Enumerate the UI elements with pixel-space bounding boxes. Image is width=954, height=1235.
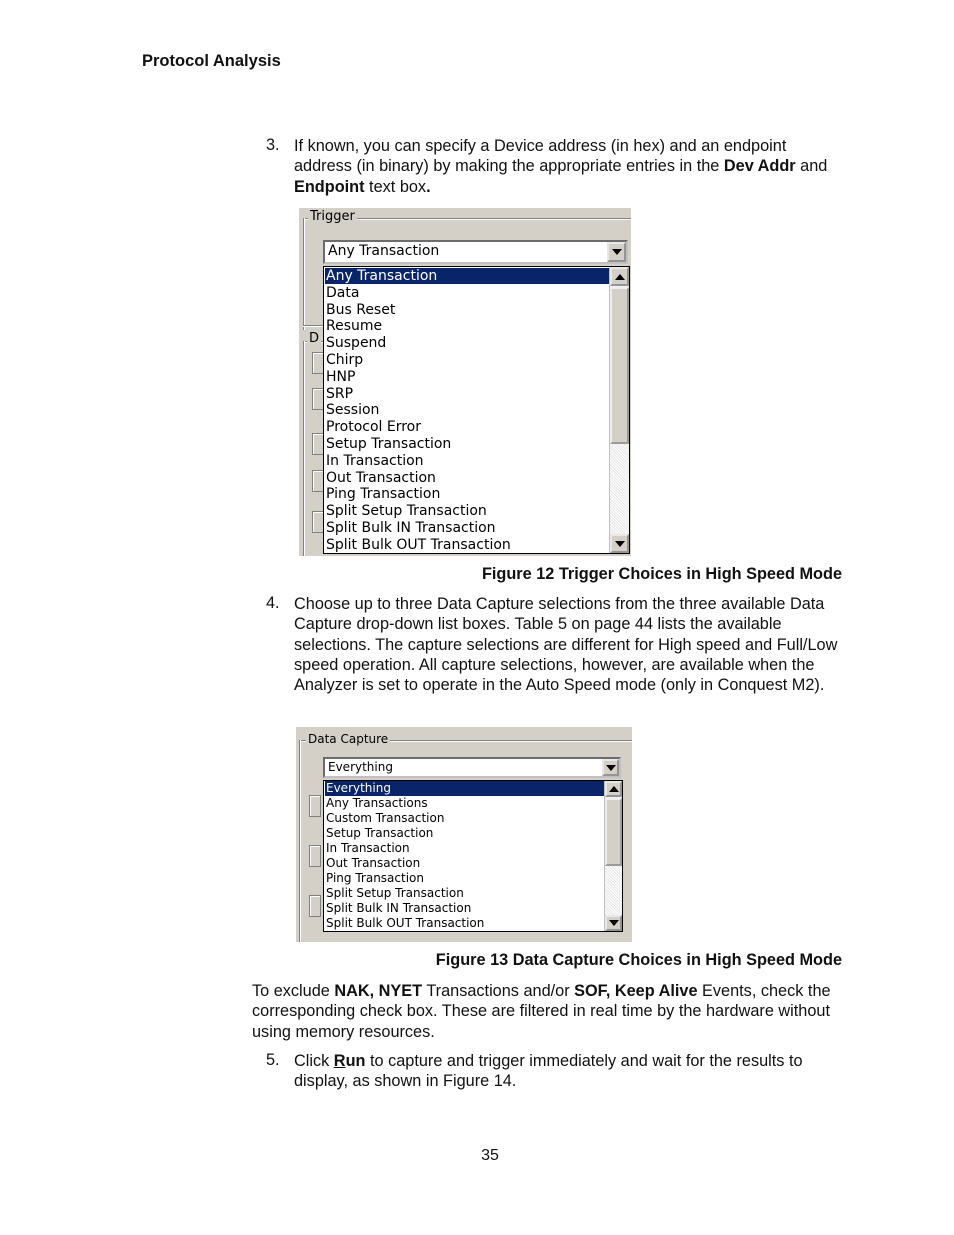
sof-keepalive-term: SOF, Keep Alive	[574, 982, 698, 1000]
data-group-left	[303, 341, 304, 556]
list-item[interactable]: Split Setup Transaction	[326, 886, 464, 900]
run-mnemonic: R	[333, 1052, 346, 1070]
list-item[interactable]: Ping Transaction	[326, 486, 441, 503]
dev-addr-term: Dev Addr	[723, 157, 796, 176]
data-capture-dropdown-list[interactable]	[323, 780, 623, 932]
chevron-up-icon	[609, 786, 619, 792]
step-4-text: Choose up to three Data Capture selections from the three available Data Capture drop-down list boxes. Table 5 on page 44 lists the available selections. The capture selections are different for High speed and Full/Low speed operation. All capture selections, however, are available when the Analyzer is set to operate in the Auto Speed mode (only in Conquest M2).	[294, 595, 838, 695]
trigger-combobox-value: Any Transaction	[328, 243, 440, 259]
nak-nyet-term: NAK, NYET	[334, 982, 423, 1000]
trigger-screenshot	[299, 208, 631, 556]
list-item[interactable]: Ping Transaction	[326, 871, 424, 885]
list-item[interactable]: In Transaction	[326, 452, 424, 469]
trigger-scroll-down-button[interactable]	[610, 534, 629, 553]
running-header: Protocol Analysis	[142, 52, 281, 70]
chevron-up-icon	[615, 274, 625, 280]
capture-list-scrollbar[interactable]	[604, 781, 622, 931]
capture-scroll-thumb[interactable]	[605, 798, 622, 866]
list-item[interactable]: Chirp	[326, 352, 364, 368]
chevron-down-icon	[615, 541, 625, 547]
list-item[interactable]: Everything	[325, 781, 604, 796]
data-capture-combobox-value: Everything	[328, 760, 393, 774]
data-group-partial-label: D	[309, 331, 320, 346]
list-item[interactable]: Split Bulk OUT Transaction	[326, 916, 485, 930]
capture-group-label: Data Capture	[308, 732, 389, 746]
chevron-down-icon	[612, 249, 622, 255]
trigger-list-scrollbar[interactable]	[609, 267, 629, 553]
exclude-t1: To exclude	[252, 982, 335, 1000]
step-3-number: 3.	[266, 136, 280, 154]
step-5-number: 5.	[266, 1051, 280, 1069]
step-3-mid: and	[795, 157, 828, 176]
capture-group-left	[299, 740, 300, 942]
list-item[interactable]: Setup Transaction	[326, 436, 452, 452]
list-item[interactable]: Data	[326, 284, 360, 301]
step-3-post: text box	[364, 177, 427, 196]
step-5-t2: to capture and trigger immediately and wait for the results to display, as shown in Figure 14.	[294, 1052, 803, 1091]
step-5-t1: Click	[294, 1052, 334, 1070]
list-item[interactable]: Custom Transaction	[326, 811, 445, 825]
page-number: 35	[481, 1147, 499, 1164]
trigger-dropdown-list[interactable]	[323, 266, 630, 554]
list-item[interactable]: Out Transaction	[326, 469, 436, 486]
figure-12-caption: Figure 12 Trigger Choices in High Speed Mode	[481, 565, 842, 583]
step-3-text	[294, 136, 844, 197]
trigger-scroll-up-button[interactable]	[610, 267, 629, 286]
list-item[interactable]: Any Transactions	[326, 796, 428, 810]
list-item[interactable]: Protocol Error	[326, 419, 421, 436]
list-item[interactable]: Setup Transaction	[326, 826, 434, 840]
list-item[interactable]: Any Transaction	[325, 268, 609, 284]
list-item[interactable]: Session	[326, 402, 380, 419]
trigger-dropdown-button[interactable]	[607, 242, 626, 262]
trigger-group-left	[303, 218, 304, 330]
trigger-scroll-thumb[interactable]	[610, 287, 629, 444]
exclude-t3: Events, check the corresponding check box. These are filtered in real time by the hardware without using memory resources.	[252, 982, 831, 1041]
list-item[interactable]: Suspend	[326, 335, 387, 352]
data-capture-combobox[interactable]	[323, 757, 621, 778]
list-item[interactable]: SRP	[326, 385, 354, 402]
chevron-down-icon	[609, 920, 619, 926]
exclude-paragraph	[252, 981, 844, 1042]
chevron-down-icon	[606, 765, 616, 771]
exclude-t2: Transactions and/or	[422, 982, 575, 1000]
figure-13-caption: Figure 13 Data Capture Choices in High Speed Mode	[435, 951, 842, 969]
run-term	[334, 1052, 366, 1070]
step-4-number: 4.	[266, 594, 280, 612]
step-5-text	[294, 1051, 844, 1092]
list-item[interactable]: Split Bulk IN Transaction	[326, 901, 472, 915]
list-item[interactable]: Split Bulk IN Transaction	[326, 520, 496, 536]
capture-scroll-down-button[interactable]	[605, 915, 622, 931]
trigger-group-bottom	[303, 325, 323, 326]
capture-scroll-up-button[interactable]	[605, 781, 622, 797]
trigger-combobox[interactable]	[323, 240, 628, 264]
run-rest: un	[345, 1052, 366, 1070]
list-item[interactable]: Bus Reset	[326, 301, 396, 318]
step-3-period: .	[426, 177, 431, 196]
list-item[interactable]: Split Bulk OUT Transaction	[326, 536, 511, 553]
list-item[interactable]: In Transaction	[326, 841, 410, 855]
hidden-capture-control-3	[309, 895, 321, 917]
list-item[interactable]: Out Transaction	[326, 856, 421, 870]
trigger-group-label: Trigger	[310, 209, 355, 224]
hidden-capture-control-2	[309, 845, 321, 867]
data-capture-dropdown-button[interactable]	[602, 759, 619, 776]
list-item[interactable]: Split Setup Transaction	[326, 503, 487, 520]
list-item[interactable]: HNP	[326, 368, 356, 385]
endpoint-term: Endpoint	[294, 177, 365, 196]
step-3-pre: If known, you can specify a Device address (in hex) and an endpoint address (in binary) by making the appropriate entries in the	[294, 137, 787, 176]
hidden-capture-control-1	[309, 795, 321, 817]
data-capture-screenshot	[296, 727, 632, 942]
list-item[interactable]: Resume	[326, 318, 383, 335]
